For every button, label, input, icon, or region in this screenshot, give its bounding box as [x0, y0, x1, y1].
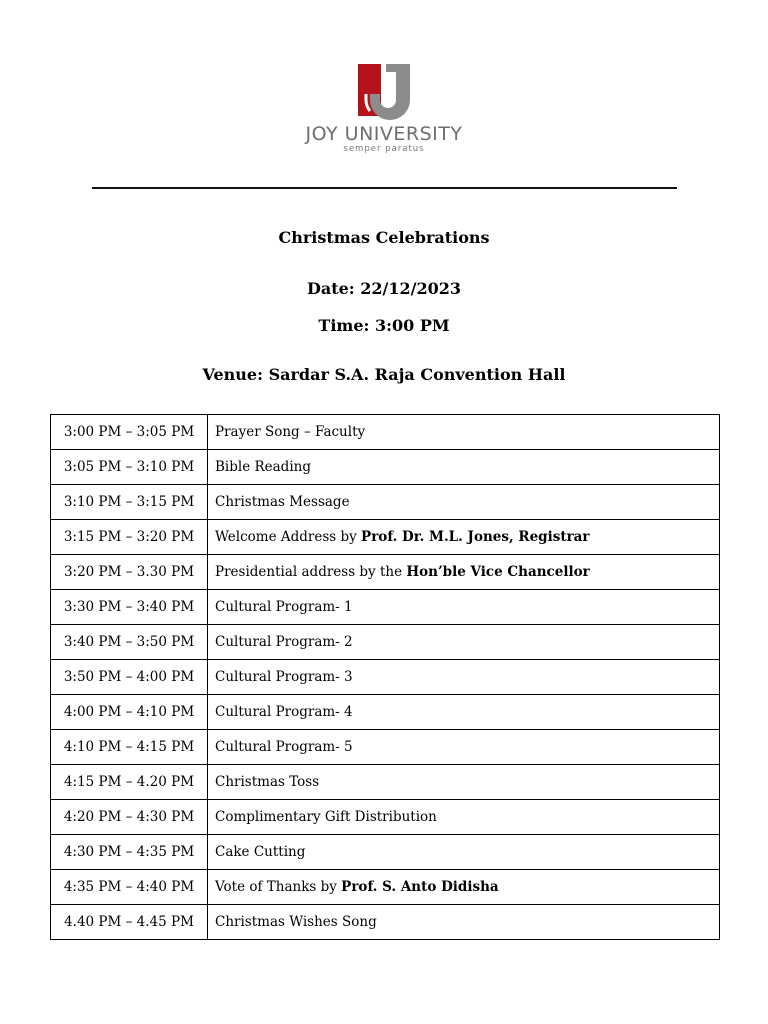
schedule-row — [51, 800, 720, 835]
schedule-time: 3:10 PM – 3:15 PM — [51, 485, 208, 520]
event-date: Date: 22/12/2023 — [306, 279, 462, 298]
schedule-row — [51, 870, 720, 905]
logo-motto: semper paratus — [343, 144, 425, 154]
schedule-event — [208, 835, 720, 870]
schedule-row — [51, 730, 720, 765]
schedule-event — [208, 555, 720, 590]
schedule-row — [51, 765, 720, 800]
schedule-event-text: Christmas Message — [215, 494, 350, 510]
schedule-table — [50, 414, 720, 940]
event-time: Time: 3:00 PM — [318, 316, 450, 335]
schedule-time: 4:35 PM – 4:40 PM — [51, 870, 208, 905]
schedule-event — [208, 450, 720, 485]
schedule-time: 4:15 PM – 4.20 PM — [51, 765, 208, 800]
schedule-event-speaker: Hon’ble Vice Chancellor — [406, 564, 590, 580]
schedule-event-text: Cultural Program- 3 — [215, 669, 353, 685]
schedule-event-text: Cake Cutting — [215, 844, 306, 860]
schedule-event-text: Bible Reading — [215, 459, 311, 475]
logo-name: JOY UNIVERSITY — [305, 123, 463, 145]
schedule-row — [51, 660, 720, 695]
schedule-event — [208, 590, 720, 625]
schedule-event — [208, 415, 720, 450]
schedule-row — [51, 695, 720, 730]
event-title: Christmas Celebrations — [278, 228, 490, 247]
schedule-time: 3:05 PM – 3:10 PM — [51, 450, 208, 485]
joy-university-emblem-icon — [358, 64, 410, 120]
schedule-time: 3:40 PM – 3:50 PM — [51, 625, 208, 660]
schedule-event-text: Cultural Program- 4 — [215, 704, 353, 720]
schedule-event-text: Presidential address by the — [215, 564, 407, 580]
schedule-event-text: Prayer Song – Faculty — [215, 424, 366, 440]
schedule-event-text: Cultural Program- 1 — [215, 599, 353, 615]
schedule-time: 4.40 PM – 4.45 PM — [51, 905, 208, 940]
schedule-row — [51, 590, 720, 625]
schedule-event-text: Christmas Wishes Song — [215, 914, 377, 930]
schedule-event — [208, 730, 720, 765]
schedule-time: 3:15 PM – 3:20 PM — [51, 520, 208, 555]
schedule-row — [51, 485, 720, 520]
schedule-event-text: Cultural Program- 2 — [215, 634, 353, 650]
schedule-row — [51, 905, 720, 940]
schedule-time: 4:00 PM – 4:10 PM — [51, 695, 208, 730]
schedule-event — [208, 520, 720, 555]
schedule-event-text: Christmas Toss — [215, 774, 320, 790]
schedule-time: 3:20 PM – 3.30 PM — [51, 555, 208, 590]
schedule-time: 4:20 PM – 4:30 PM — [51, 800, 208, 835]
schedule-row — [51, 555, 720, 590]
schedule-event — [208, 625, 720, 660]
schedule-event-text: Complimentary Gift Distribution — [215, 809, 437, 825]
schedule-event — [208, 800, 720, 835]
schedule-time: 4:30 PM – 4:35 PM — [51, 835, 208, 870]
schedule-time: 3:30 PM – 3:40 PM — [51, 590, 208, 625]
schedule-row — [51, 520, 720, 555]
schedule-event — [208, 695, 720, 730]
schedule-row — [51, 625, 720, 660]
schedule-time: 3:00 PM – 3:05 PM — [51, 415, 208, 450]
event-venue: Venue: Sardar S.A. Raja Convention Hall — [202, 365, 566, 384]
schedule-event-text: Welcome Address by — [215, 529, 362, 545]
schedule-row — [51, 835, 720, 870]
schedule-event — [208, 765, 720, 800]
schedule-event-speaker: Prof. S. Anto Didisha — [341, 879, 499, 895]
header-divider — [92, 187, 677, 189]
schedule-event — [208, 660, 720, 695]
schedule-event-text: Vote of Thanks by — [215, 879, 342, 895]
schedule-event-text: Cultural Program- 5 — [215, 739, 353, 755]
schedule-time: 3:50 PM – 4:00 PM — [51, 660, 208, 695]
schedule-row — [51, 450, 720, 485]
schedule-row — [51, 415, 720, 450]
schedule-event — [208, 485, 720, 520]
schedule-time: 4:10 PM – 4:15 PM — [51, 730, 208, 765]
schedule-event — [208, 905, 720, 940]
university-logo — [0, 64, 768, 164]
schedule-event-speaker: Prof. Dr. M.L. Jones, Registrar — [361, 529, 590, 545]
schedule-event — [208, 870, 720, 905]
